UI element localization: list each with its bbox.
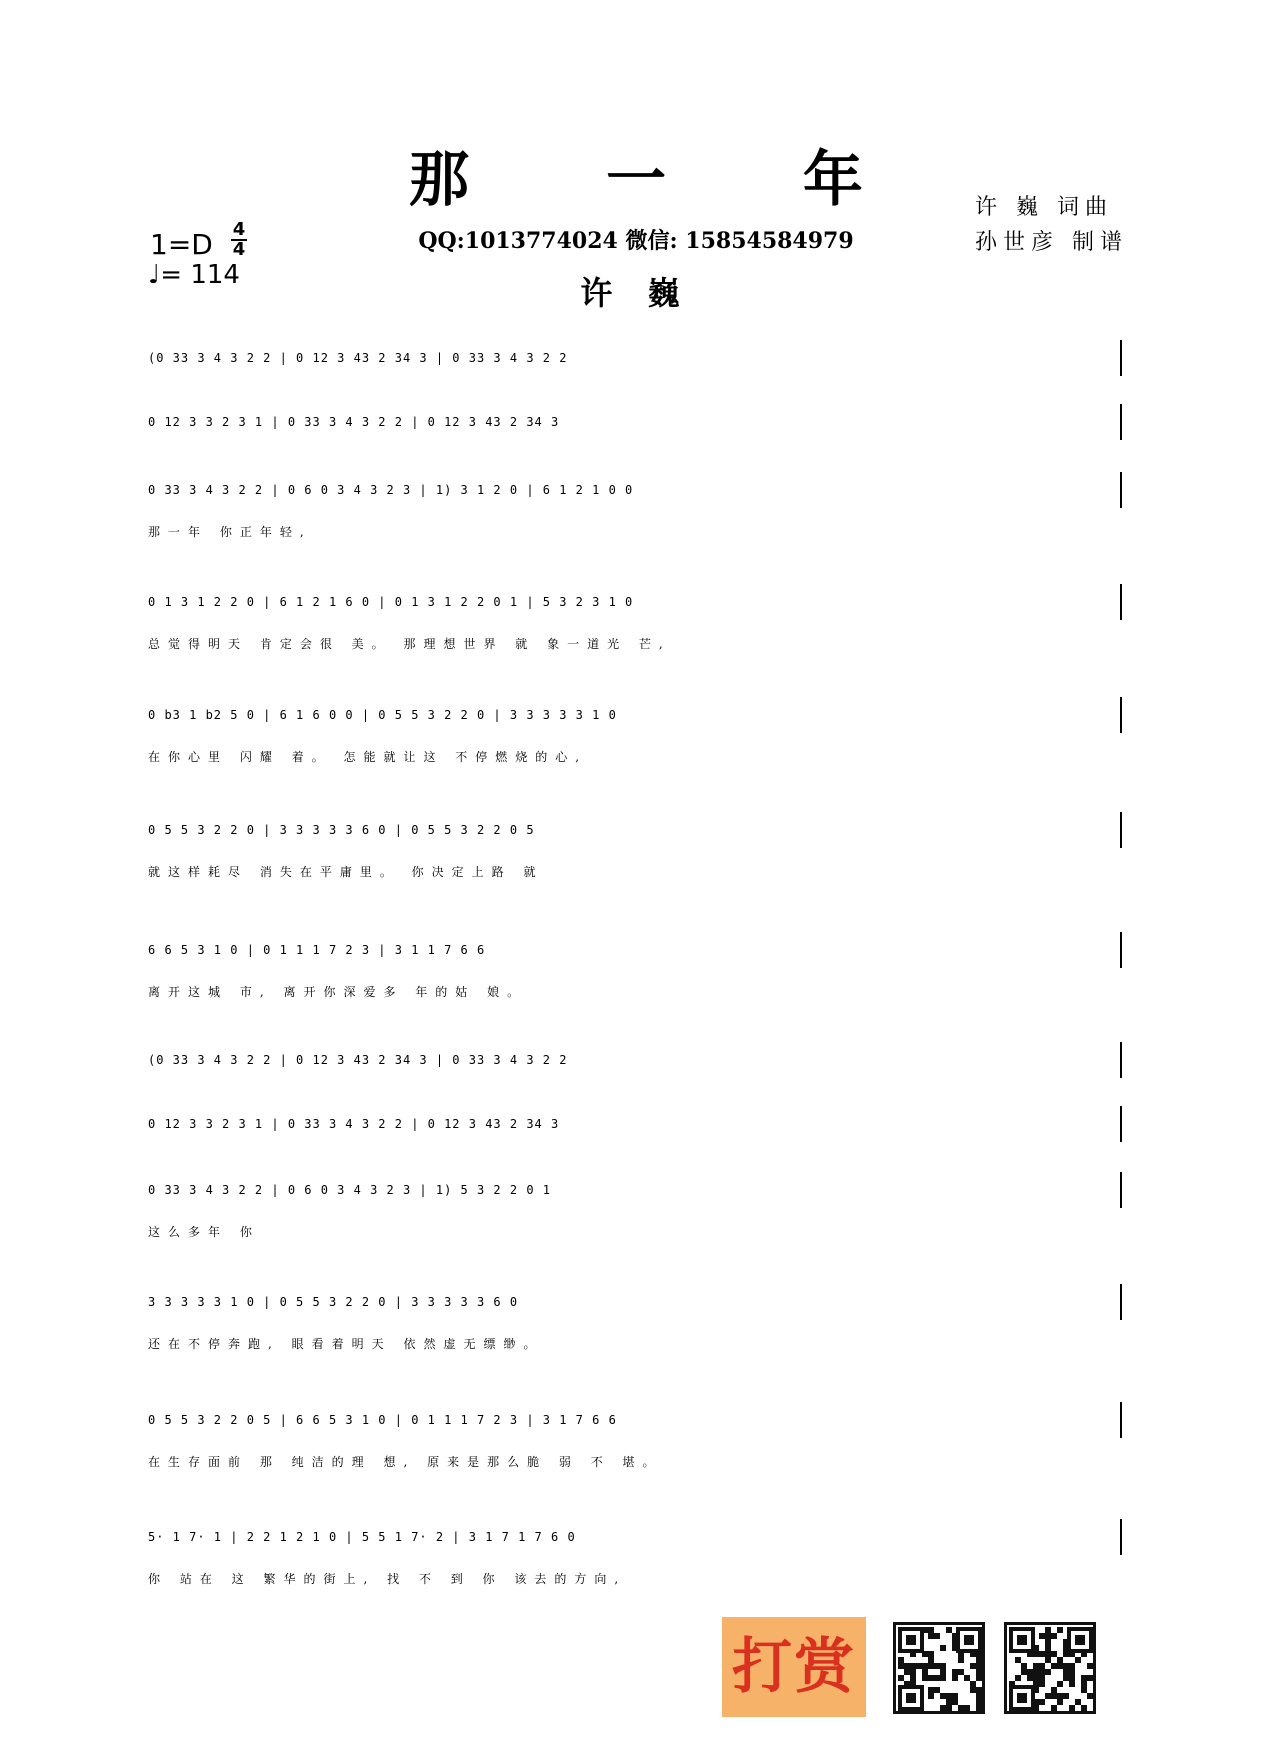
- notation-line: 0 12 3 3 2 3 1 | 0 33 3 4 3 2 2 | 0 12 3 43 2 34 3: [148, 1117, 560, 1131]
- notation-line: (0 33 3 4 3 2 2 | 0 12 3 43 2 34 3 | 0 33 3 4 3 2 2: [148, 351, 568, 365]
- notation-line: 0 5 5 3 2 2 0 | 3 3 3 3 3 6 0 | 0 5 5 3 2 2 0 5: [148, 823, 535, 837]
- notation-line: 3 3 3 3 3 1 0 | 0 5 5 3 2 2 0 | 3 3 3 3 3 6 0: [148, 1295, 519, 1309]
- lyric-line: 就这样耗尽 消失在平庸里。 你决定上路 就: [148, 865, 544, 879]
- key-signature: 1=D: [150, 228, 213, 261]
- qr-code-right-icon: [1004, 1622, 1096, 1714]
- notation-line: 0 33 3 4 3 2 2 | 0 6 0 3 4 3 2 3 | 1) 5 3 2 2 0 1: [148, 1183, 552, 1197]
- notation-line: 0 12 3 3 2 3 1 | 0 33 3 4 3 2 2 | 0 12 3 43 2 34 3: [148, 415, 560, 429]
- end-barline: [1120, 1402, 1122, 1438]
- end-barline: [1120, 697, 1122, 733]
- time-signature-denominator: 4: [232, 239, 246, 260]
- reward-button[interactable]: 打赏: [722, 1617, 866, 1717]
- notation-line: 0 1 3 1 2 2 0 | 6 1 2 1 6 0 | 0 1 3 1 2 2 0 1 | 5 3 2 3 1 0: [148, 595, 634, 609]
- end-barline: [1120, 1106, 1122, 1142]
- end-barline: [1120, 932, 1122, 968]
- song-title: 那 一 年: [409, 145, 921, 215]
- notation-line: 0 b3 1 b2 5 0 | 6 1 6 0 0 | 0 5 5 3 2 2 0 | 3 3 3 3 3 1 0: [148, 708, 617, 722]
- tempo-marking: ♩= 114: [148, 260, 240, 290]
- lyric-line: 还在不停奔跑, 眼看着明天 依然虚无缥缈。: [148, 1337, 544, 1351]
- end-barline: [1120, 404, 1122, 440]
- singer-name: 许 巍: [580, 274, 692, 312]
- lyricist-composer-credit: 许 巍 词曲: [975, 195, 1113, 220]
- contact-info: QQ:1013774024 微信: 15854584979: [418, 228, 854, 254]
- time-signature-numerator: 4: [232, 219, 246, 240]
- notation-line: 0 5 5 3 2 2 0 5 | 6 6 5 3 1 0 | 0 1 1 1 7 2 3 | 3 1 7 6 6: [148, 1413, 617, 1427]
- lyric-line: 在生存面前 那 纯洁的理 想, 原来是那么脆 弱 不 堪。: [148, 1455, 663, 1469]
- lyric-line: 这么多年 你: [148, 1225, 260, 1239]
- lyric-line: 那一年 你正年轻,: [148, 525, 312, 539]
- end-barline: [1120, 1042, 1122, 1078]
- notation-line: (0 33 3 4 3 2 2 | 0 12 3 43 2 34 3 | 0 33 3 4 3 2 2: [148, 1053, 568, 1067]
- notation-line: 6 6 5 3 1 0 | 0 1 1 1 7 2 3 | 3 1 1 7 6 6: [148, 943, 486, 957]
- end-barline: [1120, 340, 1122, 376]
- end-barline: [1120, 584, 1122, 620]
- end-barline: [1120, 472, 1122, 508]
- lyric-line: 在你心里 闪耀 着。 怎能就让这 不停燃烧的心,: [148, 750, 588, 764]
- end-barline: [1120, 1284, 1122, 1320]
- end-barline: [1120, 1519, 1122, 1555]
- lyric-line: 离开这城 市, 离开你深爱多 年的姑 娘。: [148, 985, 528, 999]
- lyric-line: 你 站在 这 繁华的街上, 找 不 到 你 该去的方向,: [148, 1572, 627, 1586]
- transcriber-credit: 孙世彦 制谱: [975, 230, 1128, 255]
- end-barline: [1120, 1172, 1122, 1208]
- qr-code-left-icon: [893, 1622, 985, 1714]
- end-barline: [1120, 812, 1122, 848]
- notation-line: 5· 1 7· 1 | 2 2 1 2 1 0 | 5 5 1 7· 2 | 3 1 7 1 7 6 0: [148, 1530, 576, 1544]
- lyric-line: 总觉得明天 肯定会很 美。 那理想世界 就 象一道光 芒,: [148, 637, 671, 651]
- notation-line: 0 33 3 4 3 2 2 | 0 6 0 3 4 3 2 3 | 1) 3 1 2 0 | 6 1 2 1 0 0: [148, 483, 634, 497]
